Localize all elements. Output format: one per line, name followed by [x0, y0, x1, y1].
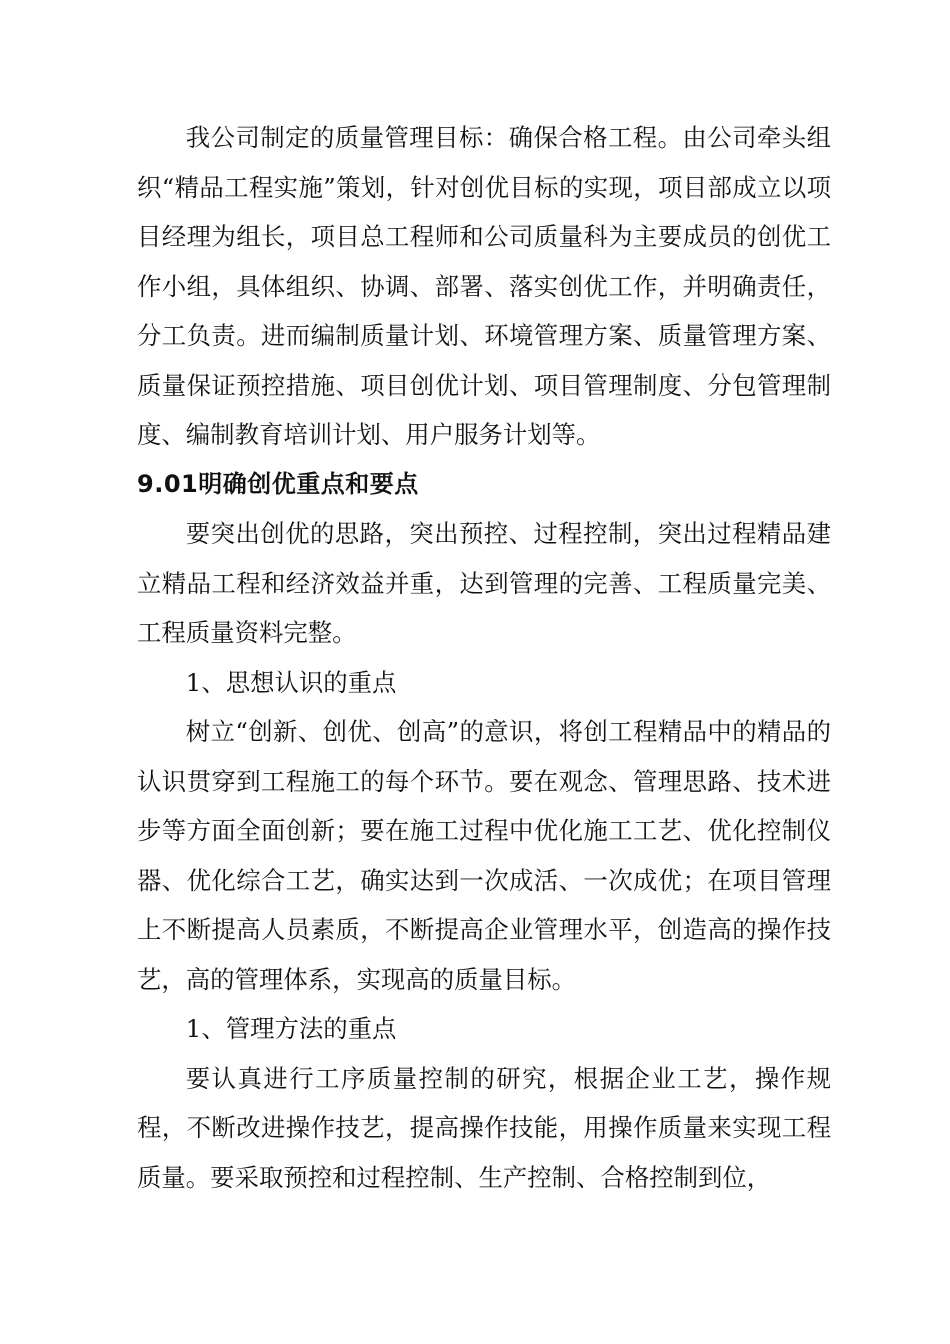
intro-paragraph: 我公司制定的质量管理目标：确保合格工程。由公司牵头组织“精品工程实施”策划，针对创优目标的实现，项目部成立以项目经理为组长，项目总工程师和公司质量科为主要成员的创优工作小组，具体组织、协调、部署、落实创优工作，并明确责任，分工负责。进而编制质量计划、环境管理方案、质量管理方案、质量保证预控措施、项目创优计划、项目管理制度、分包管理制度、编制教育培训计划、用户服务计划等。	[137, 123, 831, 449]
section-heading: 9.01明确创优重点和要点	[137, 469, 419, 498]
paragraph-thinking: 树立“创新、创优、创高”的意识，将创工程精品中的精品的认识贯穿到工程施工的每个环节。要在观念、管理思路、技术进步等方面全面创新；要在施工过程中优化施工工艺、优化控制仪器、优化综合工艺，确实达到一次成活、一次成优；在项目管理上不断提高人员素质，不断提高企业管理水平，创造高的操作技艺，高的管理体系，实现高的质量目标。	[137, 717, 831, 994]
paragraph-management: 要认真进行工序质量控制的研究，根据企业工艺，操作规程，不断改进操作技艺，提高操作技能，用操作质量来实现工程质量。要采取预控和过程控制、生产控制、合格控制到位，	[137, 1063, 831, 1192]
document-page	[137, 113, 831, 1202]
section-paragraph: 要突出创优的思路，突出预控、过程控制，突出过程精品建立精品工程和经济效益并重，达到管理的完善、工程质量完美、工程质量资料完整。	[137, 519, 831, 647]
subheading-management: 1、管理方法的重点	[185, 1014, 397, 1043]
subheading-thinking: 1、思想认识的重点	[185, 667, 397, 697]
